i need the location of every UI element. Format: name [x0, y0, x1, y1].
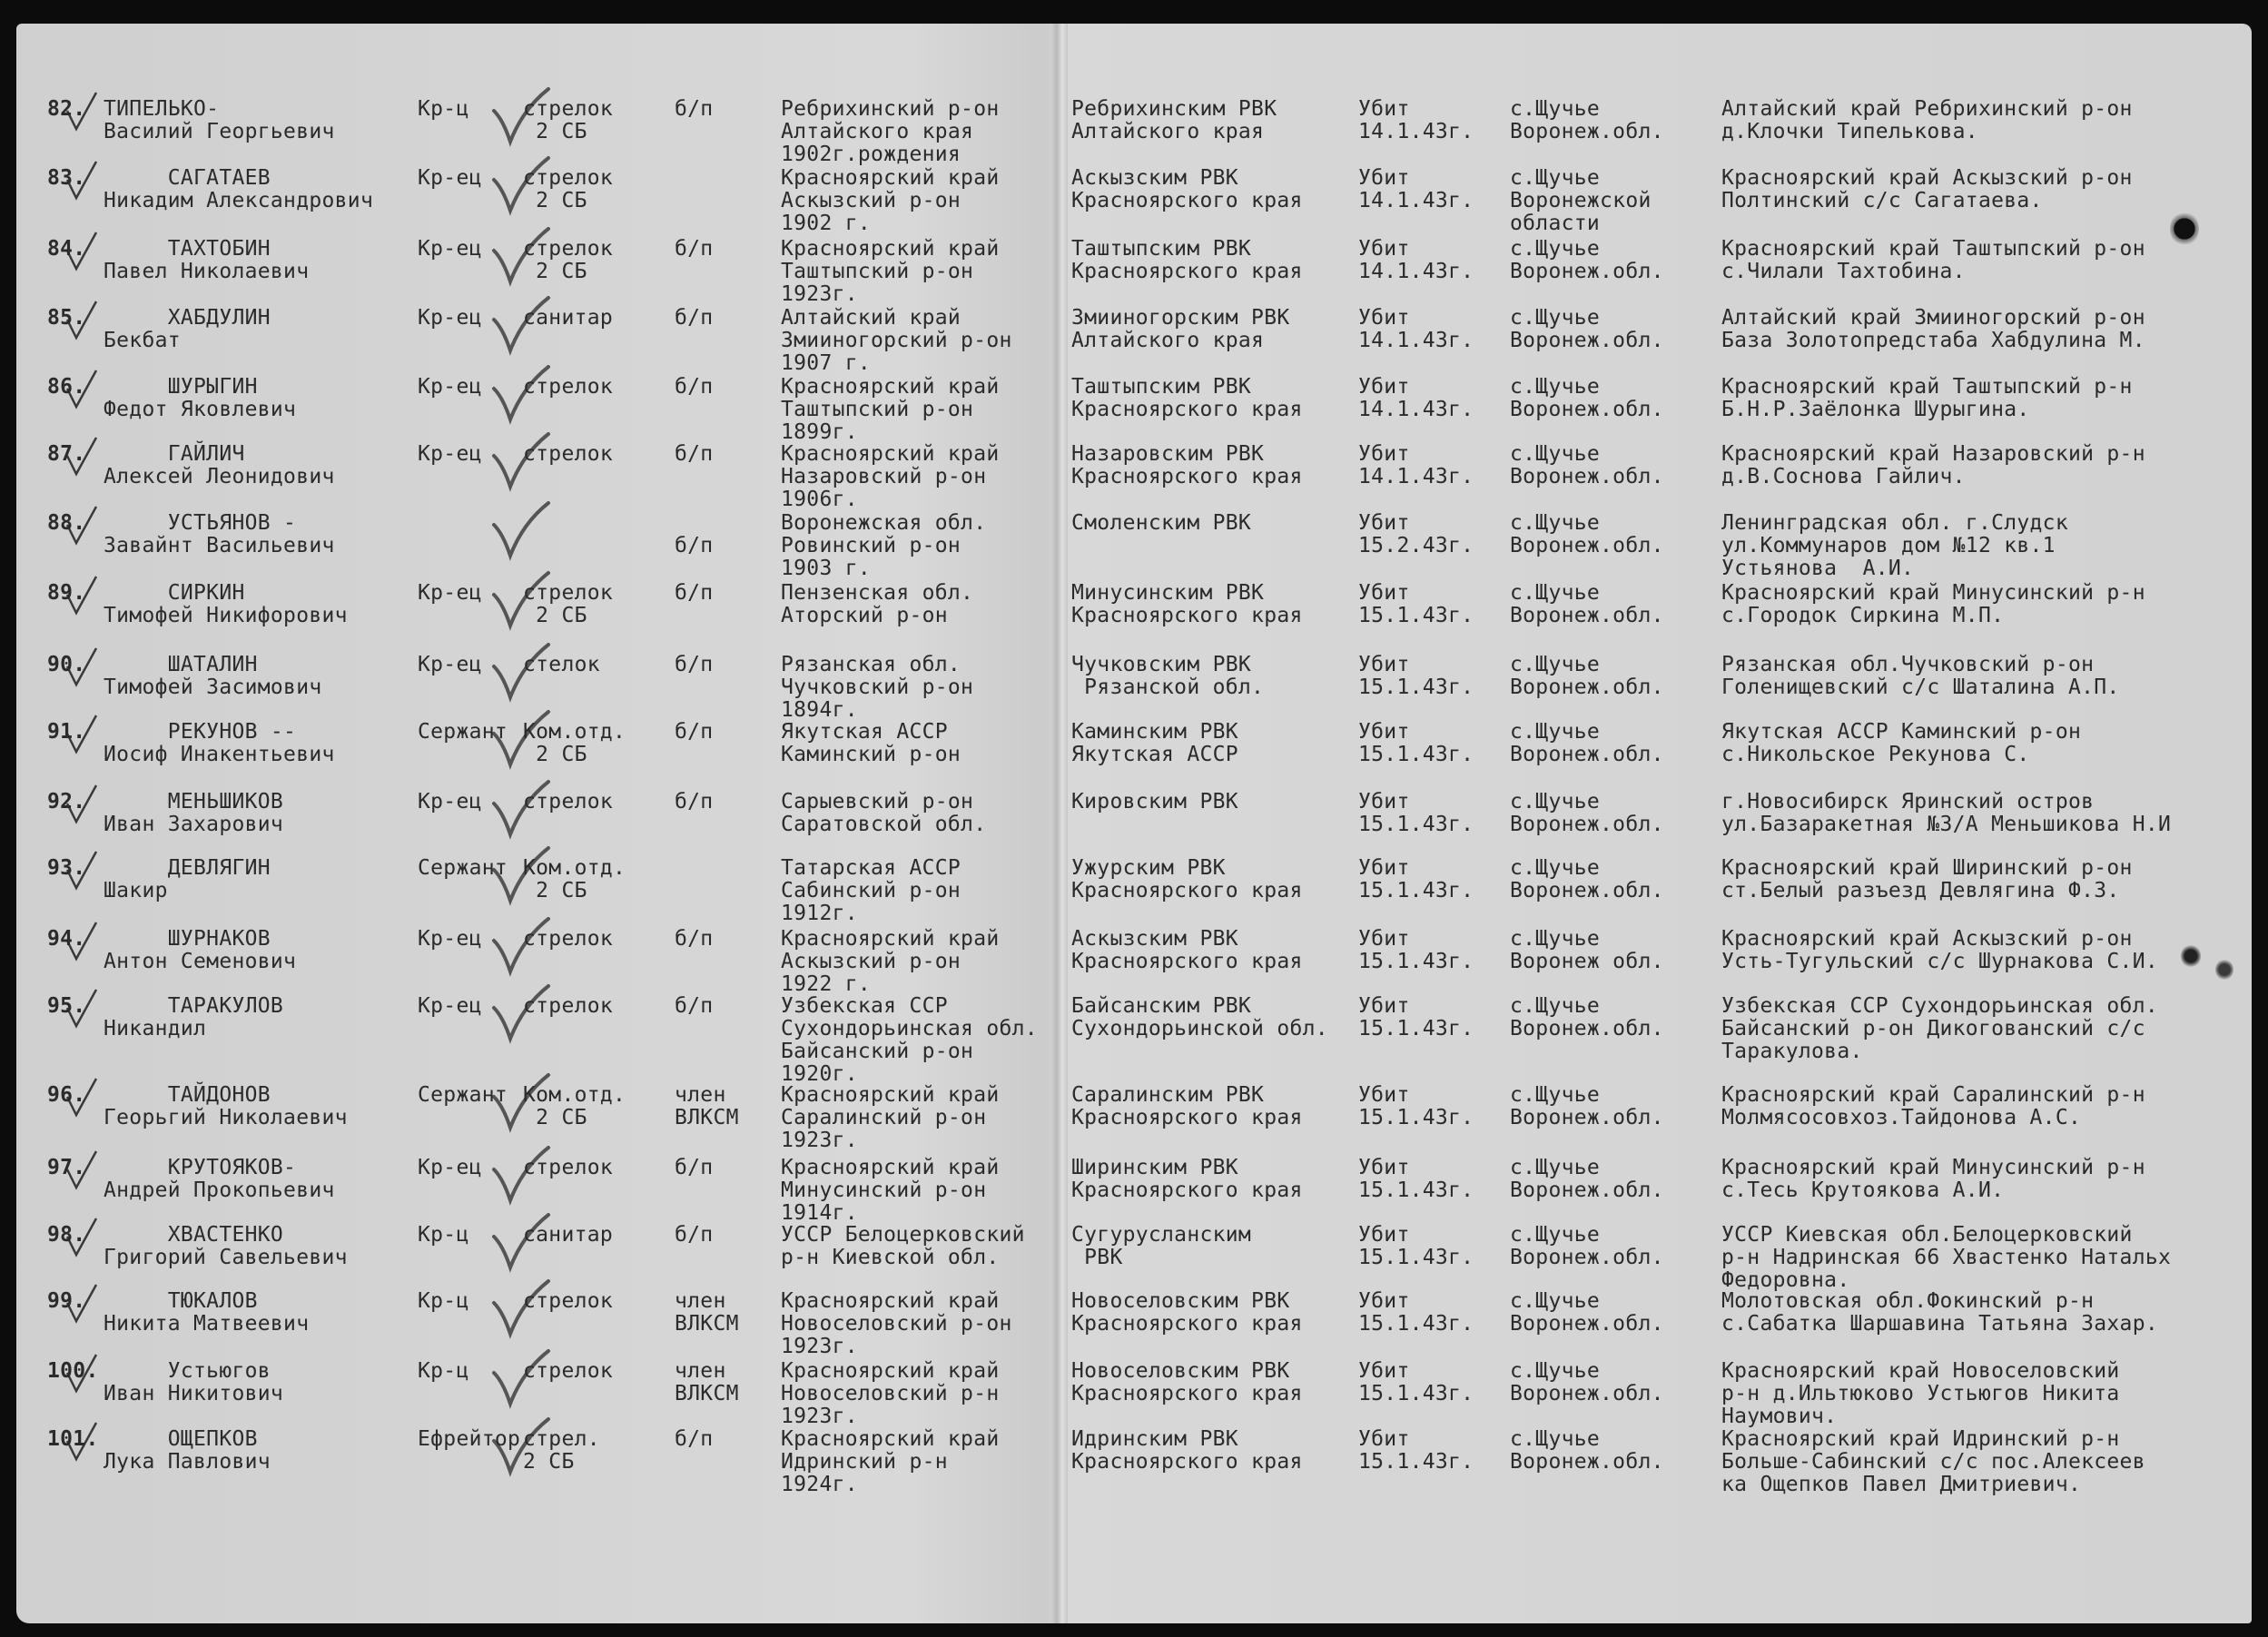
military-rank: Ефрейтор	[418, 1427, 521, 1451]
fate-date: Убит 15.1.43г.	[1358, 994, 1474, 1040]
military-position: стрелок	[523, 1289, 614, 1313]
birthplace: Красноярский край Новоселовский р-н 1923г.	[781, 1359, 1000, 1428]
relative-address: Рязанская обл.Чучковский р-он Голенищевский с/с Шаталина А.П.	[1721, 653, 2120, 699]
row-number: 83.	[47, 166, 86, 190]
relative-address: Красноярский край Идринский р-н Больше-Сабинский с/с пос.Алексеев ка Ощепков Павел Дмитриевич.	[1721, 1427, 2145, 1496]
party-status: член ВЛКСМ	[675, 1083, 739, 1129]
fate-date: Убит 14.1.43г.	[1358, 375, 1474, 421]
military-rank: Кр-ец	[418, 790, 482, 814]
burial-place: с.Щучье Воронеж.обл.	[1510, 720, 1664, 766]
burial-place: с.Щучье Воронеж.обл.	[1510, 1289, 1664, 1336]
military-rank: Кр-ц	[418, 1289, 469, 1313]
party-status: б/п	[675, 994, 714, 1018]
draft-office: Аскызским РВК Красноярского края	[1071, 166, 1303, 212]
birthplace: Алтайский край Змииногорский р-он 1907 г.	[781, 306, 1012, 375]
burial-place: с.Щучье Воронеж.обл.	[1510, 653, 1664, 699]
row-number: 91.	[47, 720, 86, 744]
party-status: б/п	[675, 534, 714, 557]
draft-office: Идринским РВК Красноярского края	[1071, 1427, 1303, 1474]
draft-office: Назаровским РВК Красноярского края	[1071, 442, 1303, 488]
military-position: стрелок 2 СБ	[523, 581, 614, 627]
party-status: б/п	[675, 306, 714, 330]
military-position: стрелок	[523, 1156, 614, 1179]
fate-date: Убит 15.1.43г.	[1358, 1083, 1474, 1129]
birthplace: Красноярский край Идринский р-н 1924г.	[781, 1427, 1000, 1496]
military-position: стрелок 2 СБ	[523, 237, 614, 283]
birthplace: Красноярский край Аскызский р-он 1922 г.	[781, 927, 1000, 996]
soldier-name: ТАЙДОНОВ Георьгий Николаевич	[104, 1083, 348, 1129]
birthplace: Узбекская ССР Сухондорьинская обл. Байсанский р-он 1920г.	[781, 994, 1038, 1086]
burial-place: с.Щучье Воронеж.обл.	[1510, 790, 1664, 836]
draft-office: Минусинским РВК Красноярского края	[1071, 581, 1303, 627]
fate-date: Убит 15.1.43г.	[1358, 720, 1474, 766]
row-number: 90.	[47, 653, 86, 676]
military-rank: Кр-ец	[418, 653, 482, 676]
row-number: 88.	[47, 511, 86, 535]
military-rank: Кр-ец	[418, 1156, 482, 1179]
military-position: Ком.отд. 2 СБ	[523, 720, 626, 766]
burial-place: с.Щучье Воронеж.обл.	[1510, 1359, 1664, 1405]
military-position: стрелок	[523, 790, 614, 814]
military-position: стрелок 2 СБ	[523, 97, 614, 143]
party-status: б/п	[675, 442, 714, 466]
relative-address: Красноярский край Минусинский р-н с.Городок Сиркина М.П.	[1721, 581, 2145, 627]
military-position: стрелок	[523, 994, 614, 1018]
soldier-name: ШУРНАКОВ Антон Семенович	[104, 927, 297, 973]
fate-date: Убит 15.1.43г.	[1358, 1289, 1474, 1336]
relative-address: Якутская АССР Каминский р-он с.Никольское Рекунова С.	[1721, 720, 2082, 766]
military-position: Ком.отд. 2 СБ	[523, 1083, 626, 1129]
soldier-name: ОЩЕПКОВ Лука Павлович	[104, 1427, 271, 1474]
relative-address: Красноярский край Шиpинский р-он ст.Белый разъезд Девлягина Ф.З.	[1721, 856, 2133, 902]
party-status: б/п	[675, 97, 714, 121]
birthplace: Красноярский край Аскызский р-он 1902 г.	[781, 166, 1000, 235]
fate-date: Убит 15.1.43г.	[1358, 1359, 1474, 1405]
document-page	[16, 24, 2252, 1623]
draft-office: Байсанским РВК Сухондорьинской обл.	[1071, 994, 1328, 1040]
relative-address: Красноярский край Новоселовский р-н д.Ильтюково Устьюгов Никита Наумович.	[1721, 1359, 2120, 1428]
military-position: стелок	[523, 653, 600, 676]
military-position: стрелок	[523, 442, 614, 466]
burial-place: с.Щучье Воронеж.обл.	[1510, 1427, 1664, 1474]
military-rank: Кр-ец	[418, 375, 482, 399]
fate-date: Убит 14.1.43г.	[1358, 97, 1474, 143]
fate-date: Убит 14.1.43г.	[1358, 306, 1474, 352]
relative-address: Красноярский край Саралинский р-н Молмясосовхоз.Тайдонова А.С.	[1721, 1083, 2145, 1129]
party-status: б/п	[675, 927, 714, 951]
birthplace: Красноярский край Новоселовский р-он 1923г.	[781, 1289, 1012, 1358]
row-number: 86.	[47, 375, 86, 399]
row-number: 93.	[47, 856, 86, 880]
fate-date: Убит 15.1.43г.	[1358, 856, 1474, 902]
birthplace: Красноярский край Саралинский р-он 1923г.	[781, 1083, 1000, 1152]
military-rank: Сержант	[418, 1083, 508, 1107]
soldier-name: ШУРЫГИН Федот Яковлевич	[104, 375, 297, 421]
military-rank: Кр-ц	[418, 1223, 469, 1247]
birthplace: Татарская АССР Сабинский р-он 1912г.	[781, 856, 961, 925]
party-status: б/п	[675, 375, 714, 399]
row-number: 101.	[47, 1427, 99, 1451]
burial-place: с.Щучье Воронеж.обл.	[1510, 1223, 1664, 1269]
relative-address: Алтайский край Змииногорский р-он База Золотопредстаба Хабдулина М.	[1721, 306, 2145, 352]
military-rank: Кр-ц	[418, 97, 469, 121]
military-position: стрелок 2 СБ	[523, 166, 614, 212]
draft-office: Аскызским РВК Красноярского края	[1071, 927, 1303, 973]
burial-place: с.Щучье Воронеж.обл.	[1510, 97, 1664, 143]
relative-address: г.Новосибирск Яринский остров ул.Базаракетная №3/А Меньшикова Н.И	[1721, 790, 2172, 836]
military-position: санитар	[523, 1223, 614, 1247]
fate-date: Убит 15.1.43г.	[1358, 1223, 1474, 1269]
fate-date: Убит 14.1.43г.	[1358, 442, 1474, 488]
draft-office: Саралинским РВК Красноярского края	[1071, 1083, 1303, 1129]
draft-office: Ширинским РВК Красноярского края	[1071, 1156, 1303, 1202]
fate-date: Убит 15.1.43г.	[1358, 1427, 1474, 1474]
burial-place: с.Щучье Воронеж.обл.	[1510, 1156, 1664, 1202]
relative-address: УССР Киевская обл.Белоцерковский р-н Надринская 66 Хвастенко Натальх Федоровна.	[1721, 1223, 2172, 1292]
burial-place: с.Щучье Воронеж обл.	[1510, 927, 1664, 973]
party-status: б/п	[675, 1223, 714, 1247]
relative-address: Молотовская обл.Фокинский р-н с.Сабатка Шаршавина Татьяна Захар.	[1721, 1289, 2159, 1336]
relative-address: Красноярский край Минусинский р-н с.Тесь Крутоякова А.И.	[1721, 1156, 2145, 1202]
draft-office: Каминским РВК Якутская АССР	[1071, 720, 1238, 766]
soldier-name: САГАТАЕВ Никадим Александрович	[104, 166, 374, 212]
military-position: стрелок	[523, 927, 614, 951]
birthplace: Красноярский край Таштыпский р-он 1899г.	[781, 375, 1000, 444]
relative-address: Красноярский край Аскызский р-он Усть-Тугульский с/с Шурнакова С.И.	[1721, 927, 2159, 973]
military-rank: Кр-ец	[418, 994, 482, 1018]
draft-office: Таштыпским РВК Красноярского края	[1071, 375, 1303, 421]
row-number: 84.	[47, 237, 86, 261]
birthplace: Красноярский край Минусинский р-он 1914г.	[781, 1156, 1000, 1225]
burial-place: с.Щучье Воронеж.обл.	[1510, 237, 1664, 283]
row-number: 96.	[47, 1083, 86, 1107]
soldier-name: ХАБДУЛИН Бекбат	[104, 306, 271, 352]
soldier-name: ТЮКАЛОВ Никита Матвеевич	[104, 1289, 310, 1336]
party-status: б/п	[675, 1156, 714, 1179]
birthplace: Рязанская обл. Чучковский р-он 1894г.	[781, 653, 974, 722]
fate-date: Убит 15.1.43г.	[1358, 653, 1474, 699]
relative-address: Алтайский край Ребрихинский р-он д.Клочки Типелькова.	[1721, 97, 2133, 143]
draft-office: Кировским РВК	[1071, 790, 1238, 814]
row-number: 82.	[47, 97, 86, 121]
soldier-name: МЕНЬШИКОВ Иван Захарович	[104, 790, 284, 836]
birthplace: Якутская АССР Каминский р-он	[781, 720, 961, 766]
birthplace: Красноярский край Таштыпский р-он 1923г.	[781, 237, 1000, 306]
fate-date: Убит 15.1.43г.	[1358, 1156, 1474, 1202]
birthplace: Сарыевский р-он Саратовской обл.	[781, 790, 987, 836]
burial-place: с.Щучье Воронеж.обл.	[1510, 856, 1664, 902]
burial-place: с.Щучье Воронеж.обл.	[1510, 442, 1664, 488]
fate-date: Убит 14.1.43г.	[1358, 237, 1474, 283]
row-number: 92.	[47, 790, 86, 814]
draft-office: Ужурским РВК Красноярского края	[1071, 856, 1303, 902]
row-number: 94.	[47, 927, 86, 951]
soldier-name: ДЕВЛЯГИН Шакир	[104, 856, 271, 902]
verification-check-mark	[488, 498, 552, 563]
draft-office: Таштыпским РВК Красноярского края	[1071, 237, 1303, 283]
party-status: член ВЛКСМ	[675, 1289, 739, 1336]
military-rank: Сержант	[418, 856, 508, 880]
fate-date: Убит 14.1.43г.	[1358, 166, 1474, 212]
draft-office: Сугурусланским РВК	[1071, 1223, 1252, 1269]
military-position: Ком.отд. 2 СБ	[523, 856, 626, 902]
military-rank: Кр-ц	[418, 1359, 469, 1383]
fate-date: Убит 15.2.43г.	[1358, 511, 1474, 557]
birthplace: УССР Белоцерковский р-н Киевской обл.	[781, 1223, 1025, 1269]
burial-place: с.Щучье Воронеж.обл.	[1510, 581, 1664, 627]
row-number: 100.	[47, 1359, 99, 1383]
row-number: 87.	[47, 442, 86, 466]
draft-office: Ребрихинским РВК Алтайского края	[1071, 97, 1277, 143]
row-number: 89.	[47, 581, 86, 605]
draft-office: Змииногорским РВК Алтайского края	[1071, 306, 1290, 352]
relative-address: Красноярский край Аскызский р-он Полтинский с/с Сагатаева.	[1721, 166, 2133, 212]
soldier-name: КРУТОЯКОВ- Андрей Прокопьевич	[104, 1156, 335, 1202]
draft-office: Новоселовским РВК Красноярского края	[1071, 1289, 1303, 1336]
row-number: 97.	[47, 1156, 86, 1179]
casualty-list	[16, 24, 2252, 1623]
birthplace: Ребрихинский р-он Алтайского края 1902г.рождения	[781, 97, 1000, 166]
burial-place: с.Щучье Воронеж.обл.	[1510, 994, 1664, 1040]
military-rank: Кр-ец	[418, 306, 482, 330]
soldier-name: ГАЙЛИЧ Алексей Леонидович	[104, 442, 335, 488]
draft-office: Смоленским РВК	[1071, 511, 1252, 535]
party-status: б/п	[675, 653, 714, 676]
relative-address: Ленинградская обл. г.Слудск ул.Коммунаров дом №12 кв.1 Устьянова А.И.	[1721, 511, 2068, 580]
soldier-name: ХВАСТЕНКО Григорий Савельевич	[104, 1223, 348, 1269]
military-rank: Кр-ец	[418, 237, 482, 261]
military-rank: Кр-ец	[418, 581, 482, 605]
soldier-name: ТАХТОБИН Павел Николаевич	[104, 237, 310, 283]
fate-date: Убит 15.1.43г.	[1358, 927, 1474, 973]
row-number: 95.	[47, 994, 86, 1018]
military-rank: Кр-ец	[418, 442, 482, 466]
soldier-name: СИРКИН Тимофей Никифорович	[104, 581, 348, 627]
military-rank: Кр-ец	[418, 927, 482, 951]
military-position: санитар	[523, 306, 614, 330]
military-rank: Кр-ец	[418, 166, 482, 190]
draft-office: Новоселовским РВК Красноярского края	[1071, 1359, 1303, 1405]
soldier-name: Устьюгов Иван Никитович	[104, 1359, 284, 1405]
party-status: б/п	[675, 790, 714, 814]
relative-address: Красноярский край Назаровский р-н д.В.Соснова Гайлич.	[1721, 442, 2145, 488]
burial-place: с.Щучье Воронеж.обл.	[1510, 375, 1664, 421]
party-status: б/п	[675, 237, 714, 261]
party-status: б/п	[675, 720, 714, 744]
soldier-name: РЕКУНОВ -- Иосиф Инакентьевич	[104, 720, 335, 766]
relative-address: Красноярский край Таштыпский р-он с.Чилали Тахтобина.	[1721, 237, 2145, 283]
soldier-name: ШАТАЛИН Тимофей Засимович	[104, 653, 322, 699]
draft-office: Чучковским РВК Рязанской обл.	[1071, 653, 1265, 699]
row-number: 99.	[47, 1289, 86, 1313]
military-rank: Сержант	[418, 720, 508, 744]
soldier-name: ТАРАКУЛОВ Никандил	[104, 994, 284, 1040]
fate-date: Убит 15.1.43г.	[1358, 581, 1474, 627]
birthplace: Воронежская обл. Ровинский р-он 1903 г.	[781, 511, 987, 580]
burial-place: с.Щучье Воронеж.обл.	[1510, 306, 1664, 352]
party-status: б/п	[675, 1427, 714, 1451]
military-position: стрелок	[523, 375, 614, 399]
birthplace: Красноярский край Назаровский р-он 1906г.	[781, 442, 1000, 511]
military-position: стрелок	[523, 1359, 614, 1383]
burial-place: с.Щучье Воронежской области	[1510, 166, 1652, 235]
burial-place: с.Щучье Воронеж.обл.	[1510, 511, 1664, 557]
soldier-name: УСТЬЯНОВ - Завайнт Васильевич	[104, 511, 335, 557]
soldier-name: ТИПЕЛЬКО- Василий Георгьевич	[104, 97, 335, 143]
row-number: 85.	[47, 306, 86, 330]
party-status: б/п	[675, 581, 714, 605]
birthplace: Пензенская обл. Аторский р-он	[781, 581, 974, 627]
relative-address: Красноярский край Таштыпский р-н Б.Н.Р.Заёлонка Шурыгина.	[1721, 375, 2133, 421]
relative-address: Узбекская ССР Сухондорьинская обл. Байсанский р-он Дикогованский с/с Таракулова.	[1721, 994, 2159, 1063]
military-position: стрел. 2 СБ	[523, 1427, 600, 1474]
party-status: член ВЛКСМ	[675, 1359, 739, 1405]
row-number: 98.	[47, 1223, 86, 1247]
fate-date: Убит 15.1.43г.	[1358, 790, 1474, 836]
burial-place: с.Щучье Воронеж.обл.	[1510, 1083, 1664, 1129]
